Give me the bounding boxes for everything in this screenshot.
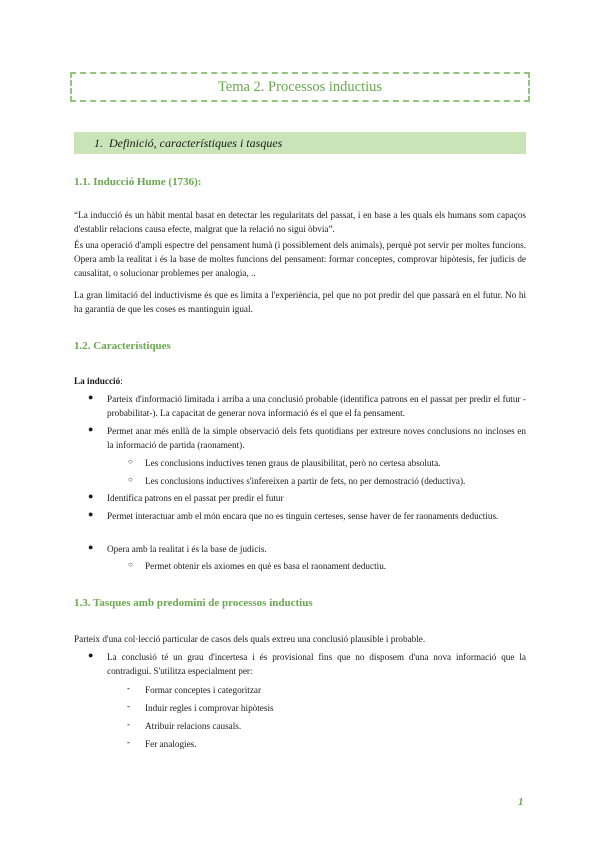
induction-label	[74, 374, 526, 388]
hume-quote: “La inducció és un hàbit mental basat en detectar les regularitats del passat, i en base a les quals els humans som capaços d'establir relacions causa efecte, malgrat que la relació no sigui òbvia”.	[74, 210, 526, 234]
heading-1-2: 1.2. Característiques	[74, 340, 171, 352]
circle-bullet-icon: ○	[128, 560, 133, 569]
dash-bullet-icon: -	[127, 737, 130, 747]
dash-item: Fer analogies.	[145, 739, 197, 749]
page-number: 1	[518, 796, 524, 808]
section-title: Definició, característiques i tasques	[109, 135, 283, 150]
paragraph-2: La gran limitació del inductivisme és que es limita a l'experiència, pel que no pot predir del que passarà en el futur. No hi ha garantia de que les coses es mantinguin igual.	[74, 290, 526, 314]
circle-bullet-icon: ○	[128, 457, 133, 466]
section-heading	[74, 132, 526, 154]
bullet-icon: ●	[88, 392, 94, 402]
dash-item: Formar conceptes i categoritzar	[145, 685, 262, 695]
list-item: La conclusió té un grau d'incertesa i és provisional fins que no disposem d'una nova informació que la contradigui. S'utilitza especialment per:	[107, 652, 526, 676]
list-item: Identifica patrons en el passat per predir el futur	[107, 493, 284, 503]
dash-item: Atribuir relacions causals.	[145, 721, 242, 731]
bullet-icon: ●	[88, 650, 94, 660]
bullet-icon: ●	[88, 542, 94, 552]
circle-bullet-icon: ○	[128, 475, 133, 484]
page-title: Tema 2. Processos inductius	[217, 78, 383, 95]
sub-list-item: Les conclusions inductives s'infereixen a partir de fets, no per demostració (deductiva).	[145, 476, 466, 486]
heading-1-3: 1.3. Tasques amb predomini de processos inductius	[74, 597, 313, 609]
dash-item: Induir regles i comprovar hipòtesis	[145, 703, 274, 713]
induction-label-text: La inducció	[74, 376, 121, 386]
list-item: Opera amb la realitat i és la base de judicis.	[107, 544, 267, 554]
bullet-icon: ●	[88, 509, 94, 519]
list-item: Parteix d'informació limitada i arriba a una conclusió probable (identifica patrons en el passat per predir el futur -probabilitat-). La capacitat de generar nova informació és el que el fa pensament.	[107, 394, 526, 418]
dash-bullet-icon: -	[127, 683, 130, 693]
heading-1-1: 1.1. Inducció Hume (1736):	[74, 176, 202, 188]
bullet-icon: ●	[88, 424, 94, 434]
paragraph-intro: Parteix d'una col·lecció particular de casos dels quals extreu una conclusió plausible i probable.	[74, 634, 426, 644]
dash-bullet-icon: -	[127, 719, 130, 729]
induction-label-colon: :	[120, 376, 123, 386]
list-item: Permet interactuar amb el món encara que no es tinguin certeses, sense haver de fer raonaments deductius.	[107, 511, 499, 521]
sub-list-item: Permet obtenir els axiomes en què es basa el raonament deductiu.	[145, 561, 387, 571]
title-box	[70, 72, 530, 102]
section-number: 1.	[94, 135, 103, 150]
paragraph-1: És una operació d'ampli espectre del pensament humà (i possiblement dels animals), perquè pot servir per moltes funcions. Opera amb la realitat i és la base de moltes funcions del pensament: formar conceptes, comprovar hipòtesis, fer judicis de causalitat, o solucionar problemes per analogia, ..	[74, 240, 526, 278]
list-item: Permet anar més enllà de la simple observació dels fets quotidians per extreure noves conclusions no incloses en la informació de partida (raonament).	[107, 426, 526, 450]
bullet-icon: ●	[88, 491, 94, 501]
dash-bullet-icon: -	[127, 701, 130, 711]
sub-list-item: Les conclusions inductives tenen graus de plausibilitat, però no certesa absoluta.	[145, 458, 441, 468]
